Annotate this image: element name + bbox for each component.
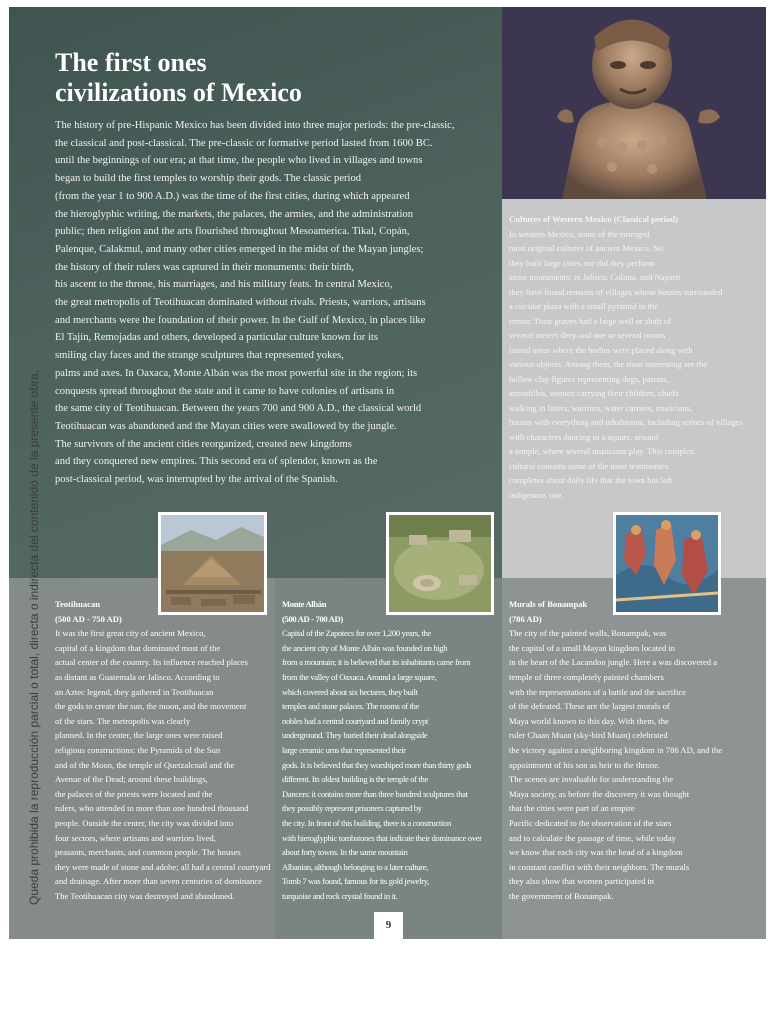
intro-line: his ascent to the throne, his marriages, and his military feats. In central Mexico, [55,279,393,291]
bonampak-line: that the cities were part of an empire [509,803,635,814]
western-line: several meters deep and one or several rooms [509,330,666,340]
bonampak-heading: Murals of Bonampak [509,599,588,609]
intro-line: and they conquered new empires. This second era of splendor, known as the [55,456,378,468]
monte-alban-line: different. Its oldest building is the temple of the [282,774,428,785]
intro-line: the great metropolis of Teotihuacan dominated without rivals. Priests, warriors, artisans [55,297,426,309]
teotihuacan-line: rulers, who attended to more than one hundred thousand [55,803,249,814]
teotihuacan-line: of the stars. The metropolis was clearly [55,715,191,726]
western-line: indigenous one. [509,489,564,500]
teotihuacan-line: the gods to create the sun, the moon, and the movement [55,701,247,712]
monte-alban-line: Tomb 7 was found, famous for its gold jewelry, [282,876,429,887]
bonampak-line: with the representations of a battle and the sacrifice [509,686,687,697]
bonampak-line: they also show that women participated in [509,876,655,887]
bonampak-line: and to calculate the passage of time, while today [509,832,676,843]
western-cultures-heading: Cultures of Western Mexico (Classical period) [509,214,678,224]
bonampak-line: we know that each city was the head of a kingdom [509,847,683,858]
teotihuacan-line: actual center of the country. Its influence reached places [55,657,248,668]
bonampak-line: the government of Bonampak. [509,890,614,901]
intro-line: the same city of Teotihuacan. Between the years 700 and 900 A.D., the classical world [55,403,422,415]
intro-line: Teotihuacan was abandoned and the Mayan cities were swallowed by the jungle. [55,420,397,432]
monte-alban-line: Dancers: it contains more than three hundred sculptures that [282,788,468,799]
title-line: The first ones [55,48,207,77]
intro-line: the hieroglyphic writing, the markets, the palaces, the armies, and the administration [55,208,414,220]
monte-alban-line: nobles had a central courtyard and family crypt [282,715,429,726]
teotihuacan-line: and of the Moon, the temple of Quetzalcoatl and the [55,759,235,770]
intro-line: until the beginnings of our era; at that time, the people who lived in villages and towns [55,155,423,167]
western-line: various objects. Among them, the most interesting are the [509,359,708,369]
western-cultures-text [509,212,761,502]
teotihuacan-line: they were made of stone and adobe; all had a central courtyard [55,861,271,872]
bonampak-line: temple of three completely painted chambers [509,671,664,682]
teotihuacan-line: Avenue of the Dead; around these buildings, [55,774,208,785]
western-line: cultural contains some of the most testimonies [509,460,669,471]
bonampak-line: in constant conflict with their neighbors. The murals [509,861,690,872]
teotihuacan-line: planned. In the center, the large ones were raised [55,730,223,741]
western-line: they built large cities nor did they perform [509,257,655,268]
bonampak-column [509,597,764,903]
intro-line: The survivors of the ancient cities reorganized, created new kingdoms [55,438,352,450]
teotihuacan-line: and drainage. After more than seven centuries of dominance [55,876,262,887]
western-line: armadillos, women carrying their children, chiefs [509,388,679,398]
western-line: houses with everything and inhabitants, including scenes of villages [509,417,743,427]
bonampak-line: ruler Chaan Muan (sky-bird Muan) celebrated [509,730,668,741]
intro-line: palms and axes. In Oaxaca, Monte Albán was the most powerful site in the region; its [55,367,418,379]
western-line: center. Their graves had a large well or shaft of [509,315,671,326]
western-line: a circular plaza with a small pyramid in the [509,301,658,311]
monte-alban-line: from the valley of Oaxaca. Around a large square, [282,671,437,682]
monte-alban-line: they possibly represent prisoners captured by [282,803,422,814]
teotihuacan-line: The Teotihuacan city was destroyed and abandoned. [55,890,235,901]
bonampak-line: The city of the painted walls, Bonampak, was [509,628,667,639]
page-title [55,48,455,108]
intro-text [55,117,497,489]
teotihuacan-line: It was the first great city of ancient Mexico, [55,628,206,639]
teotihuacan-line: as distant as Guatemala or Jalisco. According to [55,671,220,682]
western-line: they have found remains of villages whose houses surrounded [509,286,723,297]
intro-line: the history of their rulers was captured in their monuments: their birth, [55,261,354,273]
bonampak-line: of the defeated. These are the largest murals of [509,701,670,712]
monte-alban-line: with hieroglyphic tombstones that indicate their dominance over [282,832,482,843]
bonampak-line: appointment of his son as heir to the throne. [509,759,661,770]
teotihuacan-line: capital of a kingdom that dominated most of the [55,642,221,653]
teotihuacan-line: an Aztec legend, they gathered in Teotihuacan [55,686,214,697]
monte-alban-period: (500 AD - 700 AD) [282,613,343,624]
intro-line: the classical and post-classical. The pre-classic or formative period lasted from 1600 BC. [55,137,433,149]
copyright-notice: Queda prohibida la reproducción parcial o total, directa o indirecta del contenido de la presente obra, [27,369,41,905]
monte-alban-line: which covered about six hectares, they built [282,686,418,697]
monte-alban-line: gods. It is believed that they worshiped more than thirty gods [282,759,472,770]
title-line: civilizations of Mexico [55,78,302,107]
intro-line: The history of pre-Hispanic Mexico has been divided into three major periods: the pre-classic, [55,120,455,131]
monte-alban-column [282,597,497,903]
intro-line: post-classical period, was interrupted by the arrival of the Spanish. [55,474,338,486]
teotihuacan-period: (500 AD - 750 AD) [55,613,122,624]
intro-line: began to build the first temples to worship their gods. The classic period [55,173,362,185]
bonampak-line: Maya society, as before the discovery it was thought [509,788,690,799]
monte-alban-line: Capital of the Zapotecs for over 1,200 years, the [282,628,431,639]
monte-alban-line: the ancient city of Monte Albán was founded on high [282,642,448,653]
intro-line: conquests spread throughout the state and it came to have colonies of artisans in [55,385,395,397]
western-line: stone monuments; in Jalisco, Colima, and Nayarit [509,272,681,282]
monte-alban-line: about forty towns. In the same mountain [282,847,408,858]
monte-alban-line: the city. In front of this building, there is a construction [282,817,451,828]
bonampak-line: in the heart of the Lacandon jungle. Here a was discovered a [509,657,718,668]
western-line: most original cultures of ancient Mexico. No [509,243,664,253]
intro-line: (from the year 1 to 900 A.D.) was the time of the first cities, during which appeared [55,190,410,202]
western-line: In western Mexico, some of the emerged [509,228,650,239]
intro-line: Palenque, Calakmul, and many other cities emerged in the midst of the Mayan jungles; [55,243,424,255]
monte-alban-line: turquoise and rock crystal found in it. [282,890,398,901]
intro-line: smiling clay faces and the strange sculptures that represented yokes, [55,350,344,362]
intro-line: public; then religion and the arts flourished throughout Mesoamerica. Tikal, Copán, [55,226,410,238]
monte-alban-line: Albanian, although belonging to a later culture, [282,861,428,872]
western-line: completes about daily life that the town has left [509,475,673,485]
monte-alban-line: underground. They buried their dead alongside [282,730,428,741]
teotihuacan-heading: Teotihuacan [55,599,101,609]
intro-line: El Tajín, Remojadas and others, developed a particular culture known for its [55,332,378,344]
western-line: hollow clay figures representing dogs, parrots, [509,373,669,384]
teotihuacan-line: peasants, merchants, and common people. The houses [55,847,241,858]
teotihuacan-line: religious constructions: the Pyramids of the Sun [55,744,221,755]
western-line: lateral areas where the bodies were placed along with [509,344,693,355]
intro-line: and merchants were the foundation of their power. In the Gulf of Mexico, in places like [55,314,426,326]
monte-alban-line: from a mountain; it is believed that its inhabitants came from [282,657,471,668]
teotihuacan-line: four sectors, where artisans and warriors lived, [55,832,216,843]
bonampak-line: Pacific dedicated to the observation of the stars [509,817,672,828]
western-line: walking in litters, warriors, water carriers, musicians, [509,402,693,413]
teotihuacan-line: the palaces of the priests were located and the [55,788,213,799]
bonampak-period: (786 AD) [509,613,542,624]
page-number: 9 [374,912,403,939]
teotihuacan-column [55,597,275,903]
bonampak-line: Maya world known to this day. With them, the [509,715,669,726]
bonampak-line: The scenes are invaluable for understanding the [509,774,674,785]
western-line: with characters dancing in a square, around [509,431,659,442]
monte-alban-line: temples and stone palaces. The rooms of the [282,701,420,712]
monte-alban-line: large ceramic urns that represented their [282,744,406,755]
teotihuacan-line: people. Outside the center, the city was divided into [55,817,234,828]
monte-alban-heading: Monte Albán [282,599,327,609]
bonampak-line: the capital of a small Mayan kingdom located in [509,642,676,653]
western-line: a temple, where several musicians play. This complex [509,446,695,456]
bonampak-line: the victory against a neighboring kingdom in 786 AD, and the [509,744,723,755]
clay-figure-photo [502,7,766,199]
